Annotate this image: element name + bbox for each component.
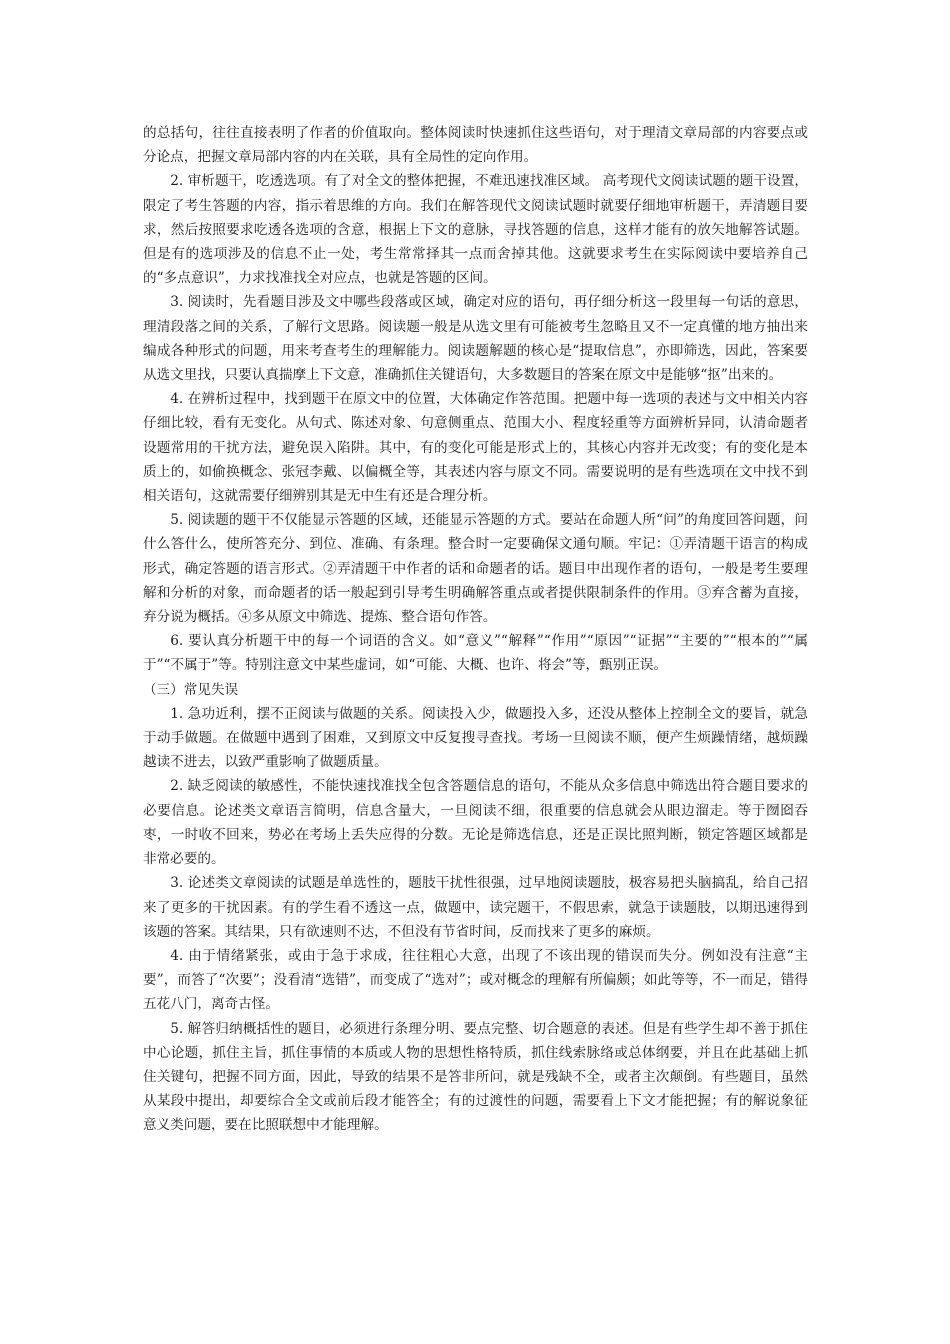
- paragraph-point-6: 6. 要认真分析题干中的每一个词语的含义。如“意义”“解释”“作用”“原因”“证据”“主要的”“根本的”“属于”“不属于”等。特别注意文中某些虚词，如“可能、大概、也许、将会”等，甄别正误。: [143, 633, 808, 674]
- mistake-item-2: 2. 缺乏阅读的敏感性，不能快速找准找全包含答题信息的语句，不能从众多信息中筛选出符合题目要求的必要信息。论述类文章语言简明，信息含量大，一旦阅读不细，很重要的信息就会从眼边溜走。等于囫囵吞枣，一时收不回来，势必在考场上丢失应得的分数。无论是筛选信息，还是正误比照判断，锁定答题区域都是非常必要的。: [143, 778, 808, 868]
- paragraph-point-3: 3. 阅读时，先看题目涉及文中哪些段落或区域，确定对应的语句，再仔细分析这一段里每一句话的意思，理清段落之间的关系，了解行文思路。阅读题一般是从选文里有可能被考生忽略且又不一定真懂的地方抽出来编成各种形式的问题，用来考查考生的理解能力。阅读题解题的核心是“提取信息”，亦即筛选，因此，答案要从选文里找，只要认真揣摩上下文意，准确抓住关键语句，大多数题目的答案在原文中是能够“抠”出来的。: [143, 294, 808, 384]
- mistake-item-1: 1. 急功近利，摆不正阅读与做题的关系。阅读投入少，做题投入多，还没从整体上控制全文的要旨，就急于动手做题。在做题中遇到了困难，又到原文中反复搜寻查找。考场一旦阅读不顺，便产生烦躁情绪，越烦躁越读不进去，以致严重影响了做题质量。: [143, 705, 808, 771]
- mistake-item-4: 4. 由于情绪紧张，或由于急于求成，往往粗心大意，出现了不该出现的错误而失分。例如没有注意“主要”，而答了“次要”；没看清“选错”，而变成了“选对”；或对概念的理解有所偏颇；如此等等，不一而足，错得五花八门，离奇古怪。: [143, 947, 808, 1013]
- document-page: [143, 121, 808, 1138]
- paragraph-point-5: 5. 阅读题的题干不仅能显示答题的区域，还能显示答题的方式。要站在命题人所“问”的角度回答问题，问什么答什么，使所答充分、到位、准确、有条理。整合时一定要确保文通句顺。牢记：①弄清题干语言的构成形式，确定答题的语言形式。②弄清题干中作者的话和命题者的话。题目中出现作者的语句，一般是考生要理解和分析的对象，而命题者的话一般起到引导考生明确解答重点或者提供限制条件的作用。③弃含蓄为直接，弃分说为概括。④多从原文中筛选、提炼、整合语句作答。: [143, 512, 808, 626]
- paragraph-continuation: 的总括句，往往直接表明了作者的价值取向。整体阅读时快速抓住这些语句，对于理清文章局部的内容要点或分论点，把握文章局部内容的内在关联，具有全局性的定向作用。: [143, 125, 808, 166]
- paragraph-point-2: 2. 审析题干，吃透选项。有了对全文的整体把握，不难迅速找准区域。 高考现代文阅读试题的题干设置，限定了考生答题的内容，指示着思维的方向。我们在解答现代文阅读试题时就要仔细地审析题干，弄清题目要求，然后按照要求吃透各选项的含意，根据上下文的意脉，寻找答题的信息，这样才能有的放矢地解答试题。但是有的选项涉及的信息不止一处，考生常常择其一点而舍掉其他。这就要求考生在实际阅读中要培养自己的“多点意识”，力求找准找全对应点，也就是答题的区间。: [143, 173, 808, 287]
- section-heading: （三）常见失误: [143, 681, 239, 698]
- mistake-item-5: 5. 解答归纳概括性的题目，必须进行条理分明、要点完整、切合题意的表述。但是有些学生却不善于抓住中心论题，抓住主旨，抓住事情的本质或人物的思想性格特质，抓住线索脉络或总体纲要，并且在此基础上抓住关键句，把握不同方面，因此，导致的结果不是答非所问，就是残缺不全，或者主次颠倒。有些题目，虽然从某段中提出，却要综合全文或前后段才能答全；有的过渡性的问题，需要看上下文才能把握；有的解说象征意义类问题，要在比照联想中才能理解。: [143, 1020, 808, 1134]
- mistake-item-3: 3. 论述类文章阅读的试题是单选性的，题肢干扰性很强，过早地阅读题肢，极容易把头脑搞乱，给自己招来了更多的干扰因素。有的学生看不透这一点，做题中，读完题干，不假思索，就急于读题肢，以期迅速得到该题的答案。其结果，只有欲速则不达，不但没有节省时间，反而找来了更多的麻烦。: [143, 875, 808, 940]
- paragraph-point-4: 4. 在辨析过程中，找到题干在原文中的位置，大体确定作答范围。把题中每一选项的表述与文中相关内容仔细比较，看有无变化。从句式、陈述对象、句意侧重点、范围大小、程度轻重等方面辨析异同，认清命题者设题常用的干扰方法，避免误入陷阱。其中，有的变化可能是形式上的，其核心内容并无改变；有的变化是本质上的，如偷换概念、张冠李戴、以偏概全等，其表述内容与原文不同。需要说明的是有些选项在文中找不到相关语句，这就需要仔细辨别其是无中生有还是合理分析。: [143, 391, 808, 505]
